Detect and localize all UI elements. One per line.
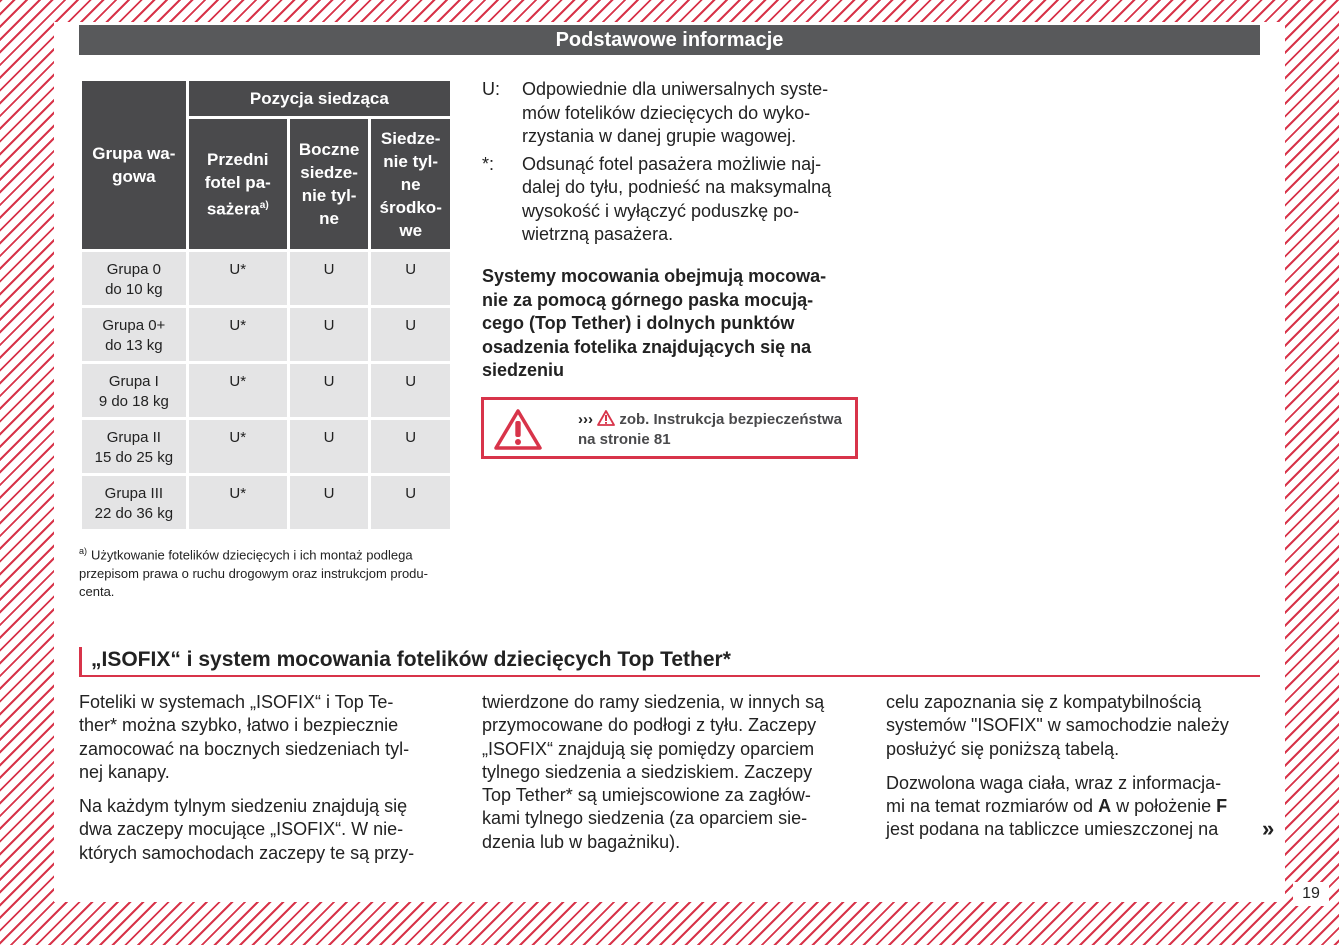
middle-cell: U [370, 475, 452, 531]
definition-key: *: [482, 153, 495, 174]
middle-cell: U [370, 251, 452, 307]
table-row [81, 419, 452, 475]
page-number: 19 [1293, 882, 1329, 906]
footnote-text: Użytkowanie fotelików dziecięcych i ich montaż podlega przepisom prawa o ruchu drogowym oraz instrukcjom produ- centa. [79, 547, 428, 600]
text-column-3 [886, 691, 1261, 853]
table-row [81, 475, 452, 531]
continue-mark: » [1262, 816, 1275, 841]
warning-box [481, 397, 858, 459]
side-cell: U [288, 419, 370, 475]
side-cell: U [288, 363, 370, 419]
text-column-2 [482, 691, 857, 865]
paragraph: Na każdym tylnym siedzeniu znajdują się dwa zaczepy mocujące „ISOFIX“. W nie- których samochodach zaczepy te są przy- [79, 796, 415, 863]
front-cell: U* [187, 307, 288, 363]
group-cell: Grupa III 22 do 36 kg [81, 475, 188, 531]
seat-table [79, 78, 453, 532]
definitions [482, 78, 867, 251]
warning-text-line1: zob. Instrukcja bezpieczeństwa [619, 411, 842, 428]
text-column-1 [79, 691, 454, 876]
middle-seat-header: Siedze- nie tyl- ne środko- we [370, 118, 452, 251]
warning-text-line2: na stronie 81 [578, 431, 671, 448]
group-cell: Grupa 0+ do 13 kg [81, 307, 188, 363]
definition-item [482, 153, 867, 247]
side-seat-header: Boczne siedze- nie tyl- ne [288, 118, 370, 251]
group-cell: Grupa 0 do 10 kg [81, 251, 188, 307]
middle-cell: U [370, 419, 452, 475]
table-row [81, 363, 452, 419]
side-cell: U [288, 475, 370, 531]
arrows-mark: ››› [578, 411, 593, 428]
table-footnote [79, 542, 459, 602]
middle-cell: U [370, 363, 452, 419]
definition-item [482, 78, 867, 149]
small-warning-icon [597, 410, 615, 426]
front-cell: U* [187, 251, 288, 307]
definition-text: Odsunąć fotel pasażera możliwie naj- dalej do tyłu, podnieść na maksymalną wysokość i wyłączyć poduszkę po- wietrzną pasażera. [522, 153, 832, 244]
table-row [81, 251, 452, 307]
front-cell: U* [187, 419, 288, 475]
front-seat-header: Przedni fotel pa- sażera$^{a)}$ [187, 118, 288, 251]
page-header: Podstawowe informacje [79, 25, 1260, 55]
front-cell: U* [187, 475, 288, 531]
group-cell: Grupa II 15 do 25 kg [81, 419, 188, 475]
table-row [81, 307, 452, 363]
group-header: Grupa wa- gowa [81, 80, 188, 251]
paragraph: Dozwolona waga ciała, wraz z informacja- mi na temat rozmiarów od A w położenie F jest podana na tabliczce umieszczonej na [886, 772, 1228, 840]
warning-triangle-icon [494, 408, 542, 450]
paragraph: Foteliki w systemach „ISOFIX“ i Top Te- ther* można szybko, łatwo i bezpiecznie zamocować na bocznych siedzeniach tyl- nej kanapy. [79, 692, 410, 782]
paragraph: celu zapoznania się z kompatybilnością systemów "ISOFIX" w samochodzie należy posłużyć się poniższą tabelą. [886, 692, 1229, 759]
position-header: Pozycja siedząca [187, 80, 451, 118]
definition-key: U: [482, 79, 500, 99]
side-cell: U [288, 251, 370, 307]
footnote-mark: a) [79, 546, 88, 556]
section-title: „ISOFIX“ i system mocowania fotelików dziecięcych Top Tether* [79, 647, 1260, 677]
front-cell: U* [187, 363, 288, 419]
middle-cell: U [370, 307, 452, 363]
systems-heading: Systemy mocowania obejmują mocowa- nie za pomocą górnego paska mocują- cego (Top Tether) i dolnych punktów osadzenia fotelika znajdujących się na siedzeniu [482, 266, 827, 380]
definition-text: Odpowiednie dla uniwersalnych syste- mów fotelików dziecięcych do wyko- rzystania w danej grupie wagowej. [522, 79, 829, 146]
paragraph: twierdzone do ramy siedzenia, w innych są przymocowane do podłogi z tyłu. Zaczepy „ISOFIX“ znajdują się pomiędzy oparciem tylnego siedzenia a siedziskiem. Zaczepy Top Tether* są umiejscowione za zagłów- kami tylnego siedzenia (za oparciem sie- dzenia lub w bagażniku). [482, 692, 825, 852]
warning-reference[interactable] [578, 410, 854, 450]
group-cell: Grupa I 9 do 18 kg [81, 363, 188, 419]
side-cell: U [288, 307, 370, 363]
